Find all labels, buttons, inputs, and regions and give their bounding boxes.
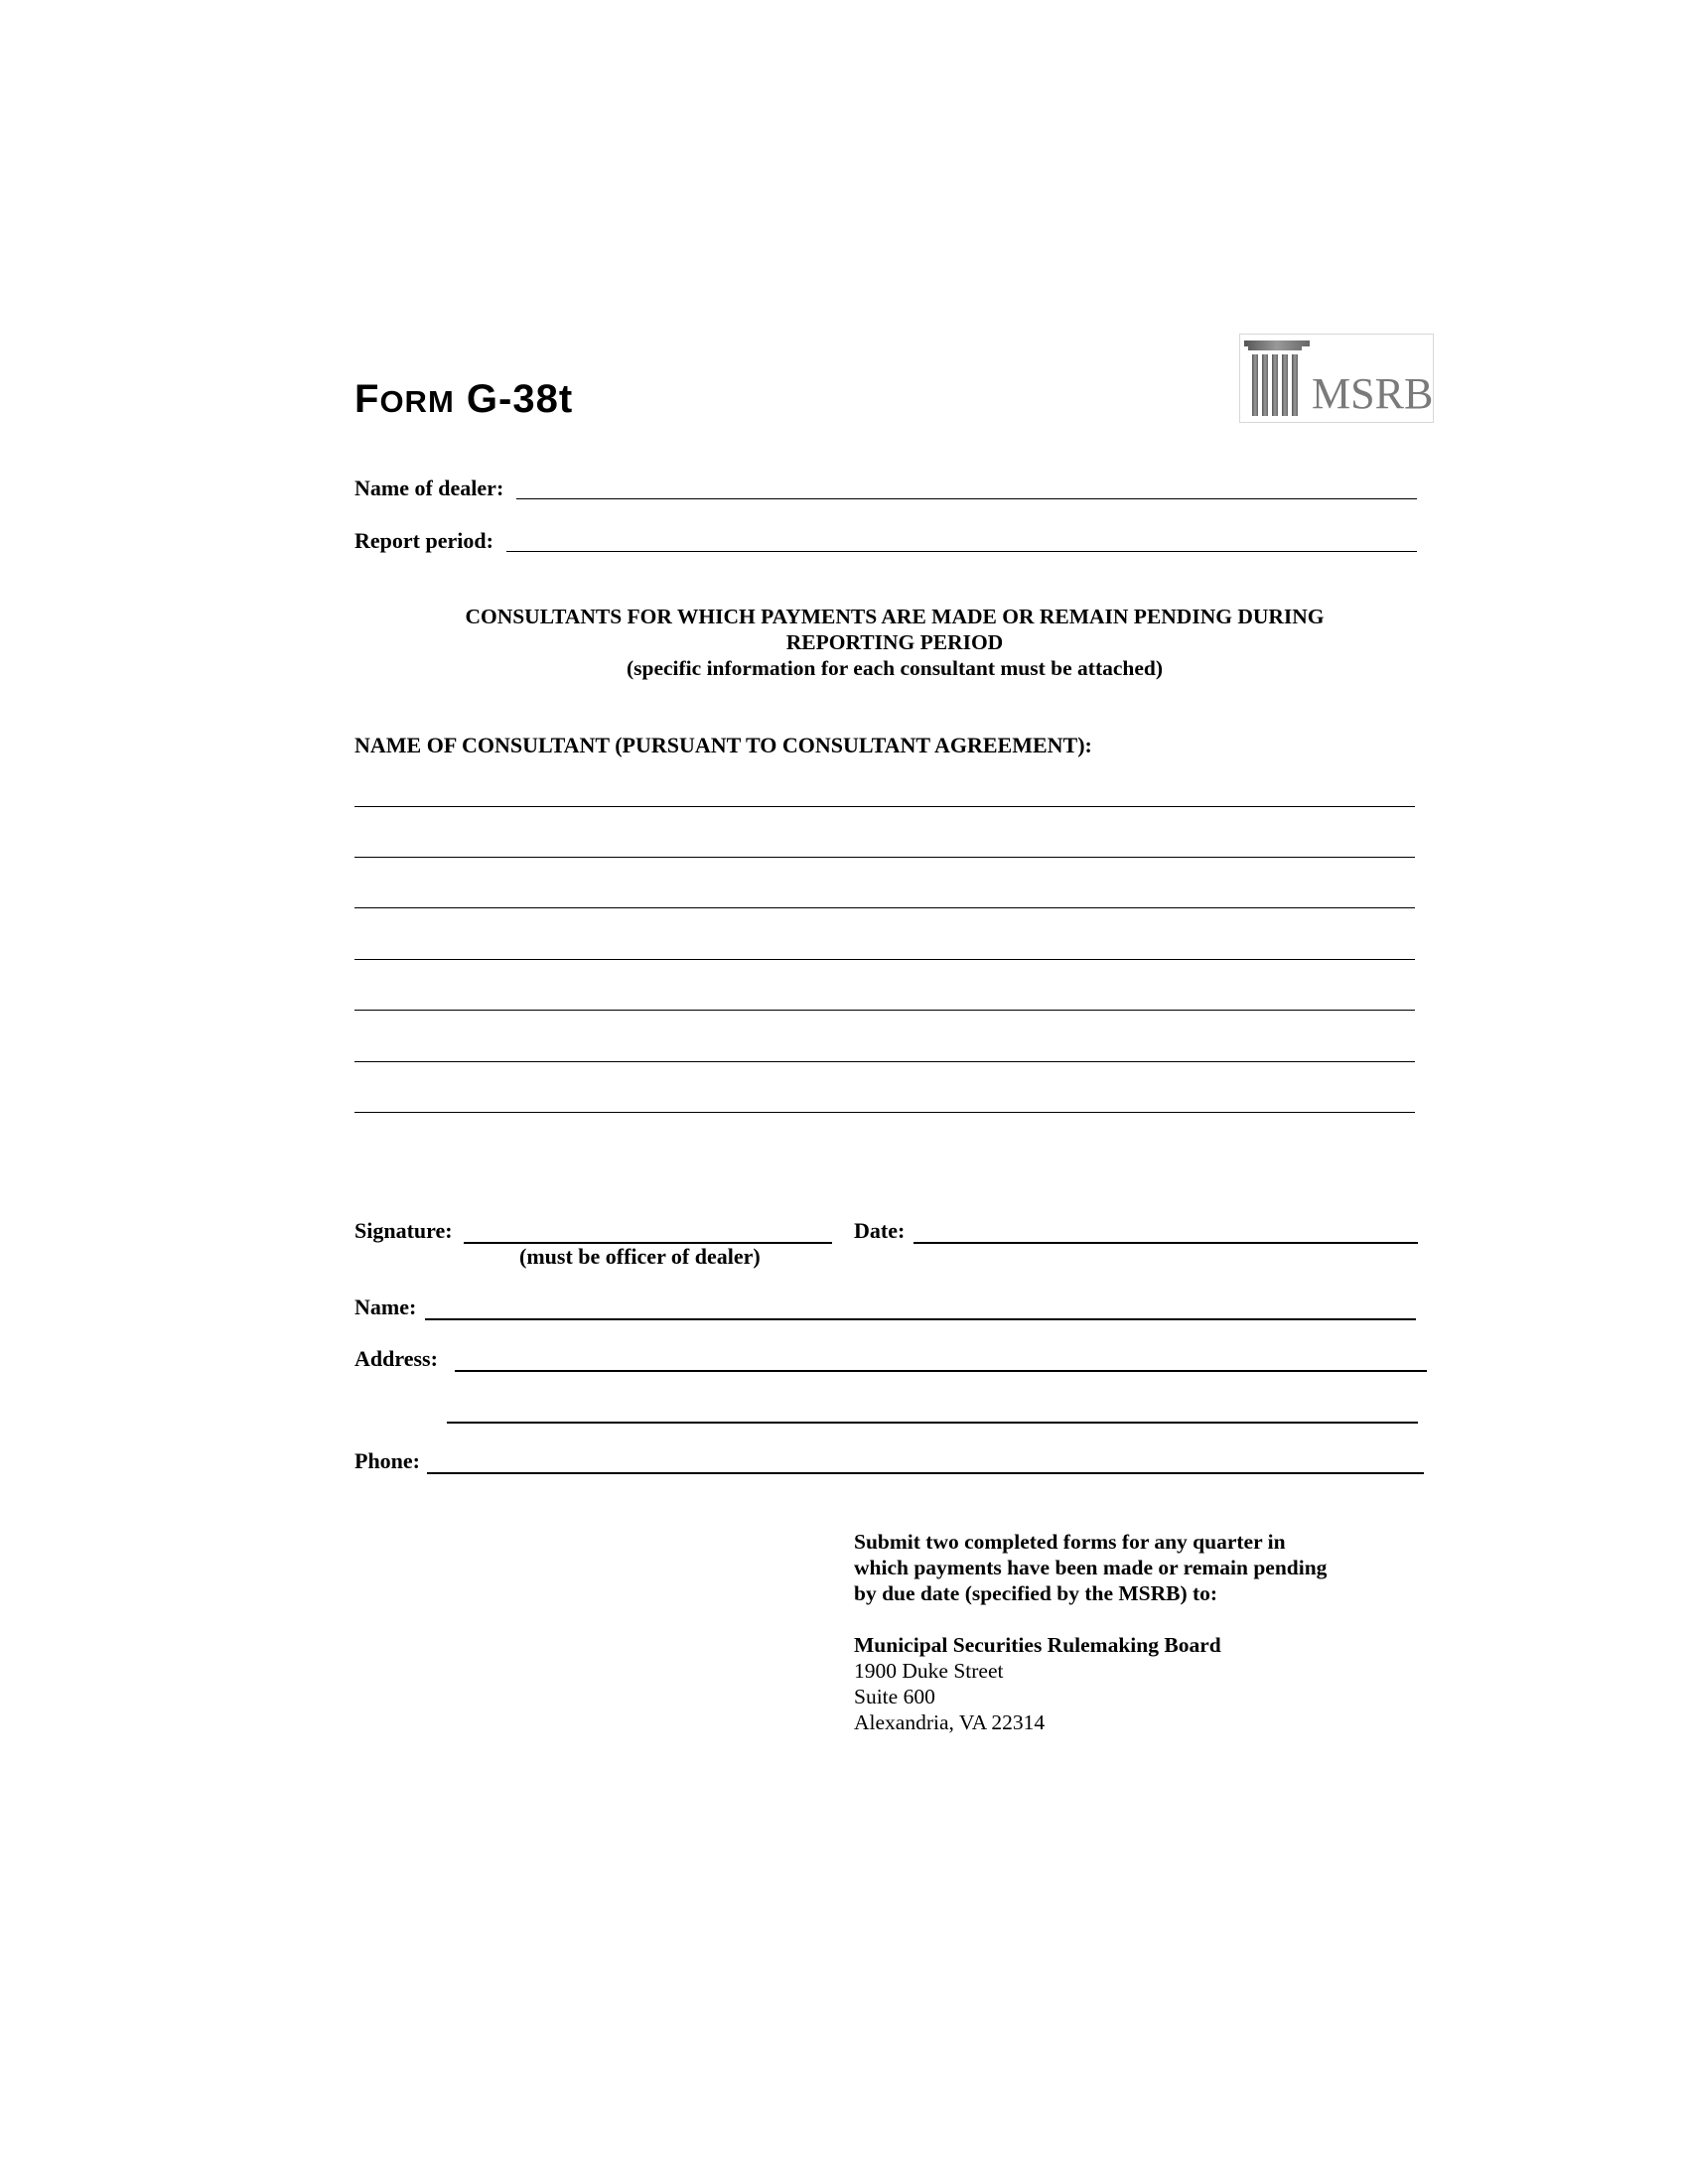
- msrb-logo: [1239, 334, 1434, 423]
- consultant-name-label: NAME OF CONSULTANT (PURSUANT TO CONSULTANT AGREEMENT):: [354, 733, 1092, 757]
- submission-instructions: [854, 1529, 1410, 1735]
- consultant-line-5[interactable]: [354, 1010, 1415, 1011]
- consultant-line-7[interactable]: [354, 1112, 1415, 1113]
- name-label: Name:: [354, 1295, 417, 1319]
- column-icon: [1244, 339, 1314, 420]
- address-city: Alexandria, VA 22314: [854, 1710, 1046, 1734]
- instruction-line-2: which payments have been made or remain pending: [854, 1556, 1328, 1579]
- dealer-label: Name of dealer:: [354, 476, 504, 500]
- logo-text: MSRB: [1312, 369, 1434, 418]
- heading-line-2: REPORTING PERIOD: [785, 630, 1004, 654]
- form-title-prefix-big: F: [354, 377, 380, 421]
- signature-label: Signature:: [354, 1218, 453, 1243]
- instruction-line-3: by due date (specified by the MSRB) to:: [854, 1581, 1218, 1605]
- form-title: [354, 377, 573, 422]
- phone-field[interactable]: [427, 1472, 1424, 1474]
- date-label: Date:: [854, 1218, 906, 1243]
- org-name: Municipal Securities Rulemaking Board: [854, 1633, 1221, 1657]
- date-field[interactable]: [914, 1242, 1418, 1244]
- signature-note: (must be officer of dealer): [519, 1244, 761, 1269]
- address-field-line-2[interactable]: [447, 1422, 1418, 1424]
- consultant-line-2[interactable]: [354, 857, 1415, 858]
- period-label: Report period:: [354, 528, 493, 553]
- heading-line-3: (specific information for each consultant must be attached): [626, 656, 1164, 680]
- phone-label: Phone:: [354, 1448, 420, 1473]
- heading-line-1: CONSULTANTS FOR WHICH PAYMENTS ARE MADE OR REMAIN PENDING DURING: [465, 605, 1325, 628]
- consultant-line-4[interactable]: [354, 959, 1415, 960]
- address-street: 1900 Duke Street: [854, 1659, 1004, 1683]
- instruction-line-1: Submit two completed forms for any quarter in: [854, 1530, 1286, 1554]
- report-period-field[interactable]: [506, 551, 1417, 552]
- consultants-heading: [354, 604, 1435, 681]
- dealer-name-field[interactable]: [516, 498, 1417, 499]
- address-suite: Suite 600: [854, 1685, 935, 1708]
- form-number: G-38t: [466, 377, 574, 421]
- consultant-line-1[interactable]: [354, 806, 1415, 807]
- consultant-line-6[interactable]: [354, 1061, 1415, 1062]
- form-title-prefix-small: ORM: [379, 384, 455, 419]
- name-field[interactable]: [425, 1318, 1416, 1320]
- address-label: Address:: [354, 1346, 438, 1371]
- consultant-line-3[interactable]: [354, 907, 1415, 908]
- address-field-line-1[interactable]: [455, 1370, 1427, 1372]
